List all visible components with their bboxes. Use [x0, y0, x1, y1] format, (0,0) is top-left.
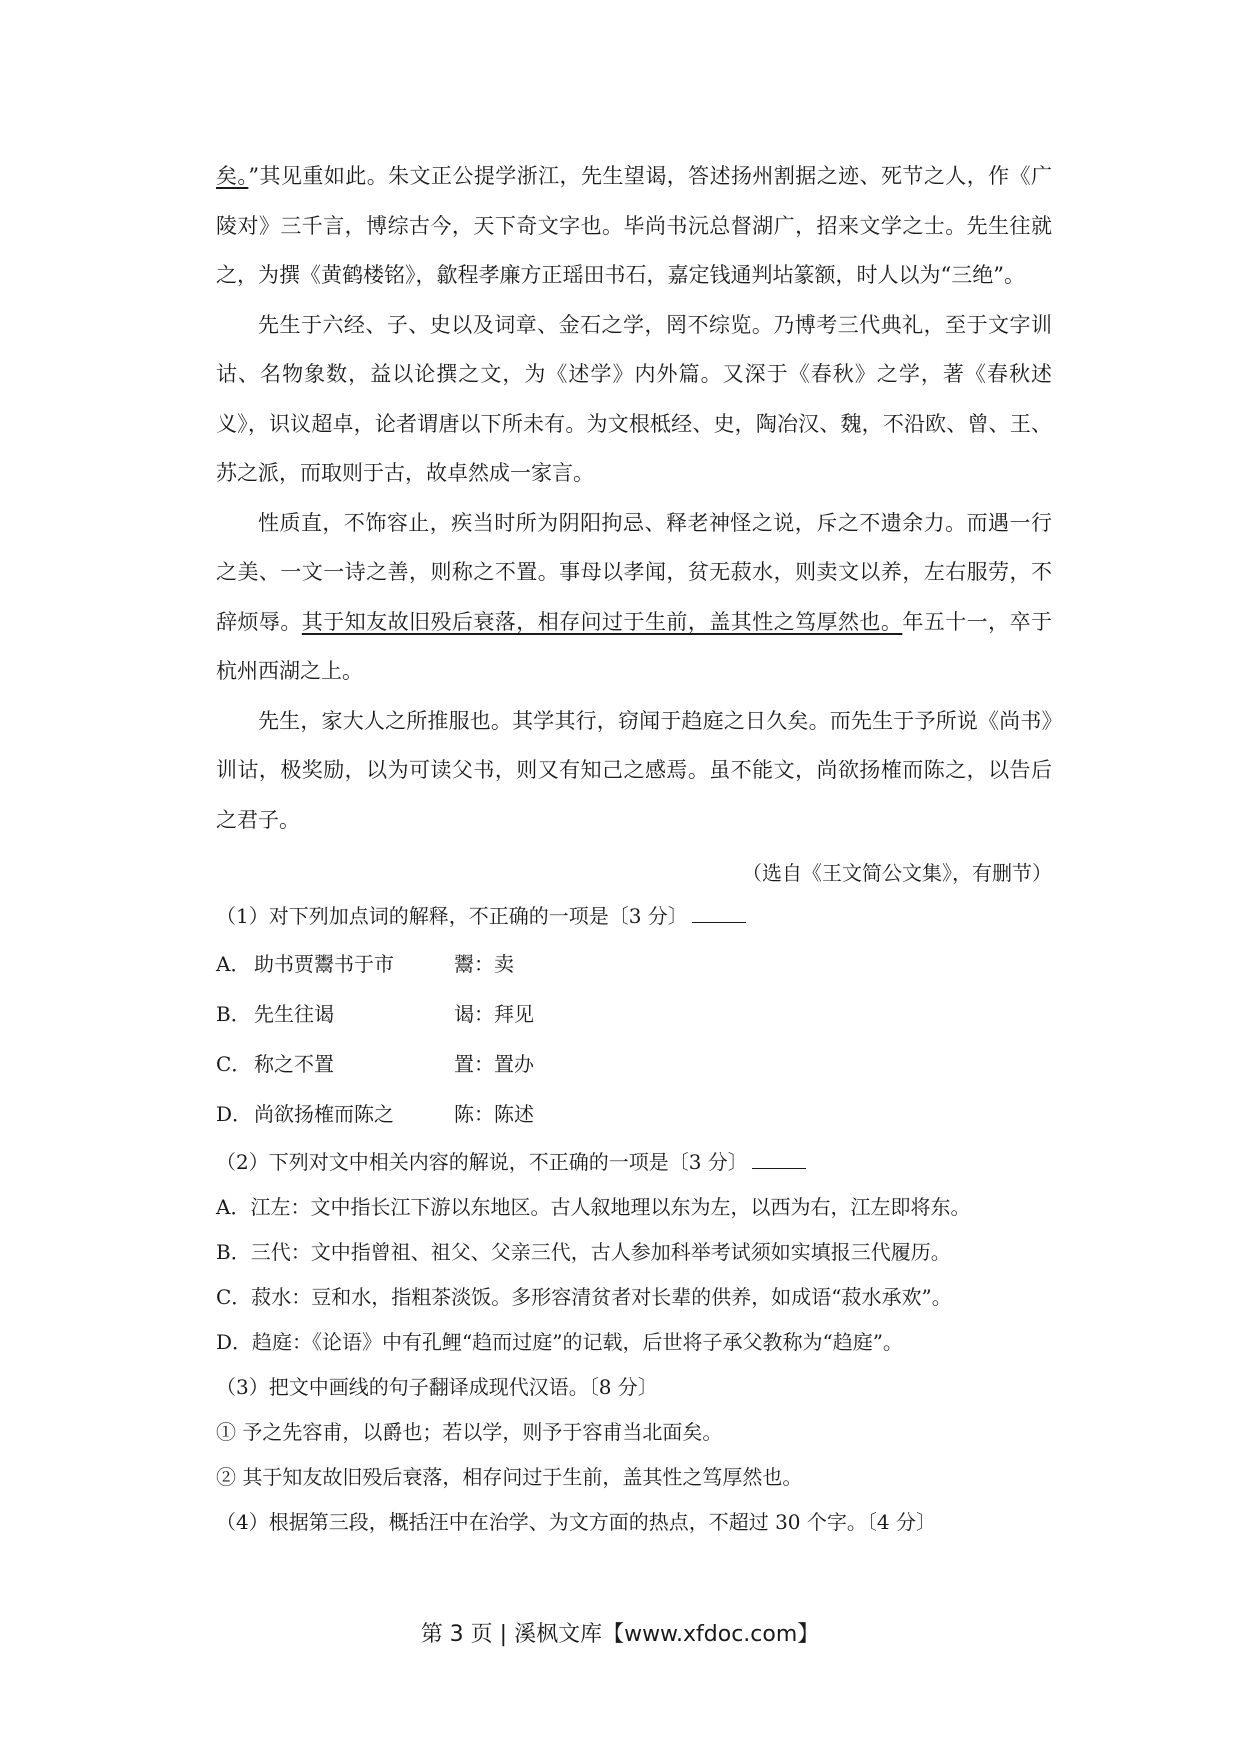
passage-paragraph-4: 先生，家大人之所推服也。其学其行，窃闻于趋庭之日久矣。而先生于予所说《尚书》训诂，极奖励，以为可读父书，则又有知己之感焉。虽不能文，尚欲扬榷而陈之，以告后之君子。 — [216, 708, 1052, 832]
page-content — [216, 152, 1052, 1545]
question-4-stem: （4）根据第三段，概括汪中在治学、为文方面的热点，不超过 30 个字。〔4 分〕 — [216, 1510, 936, 1534]
question-2-option-a: A．江左：文中指长江下游以东地区。古人叙地理以东为左，以西为右，江左即将东。 — [216, 1195, 971, 1219]
question-2-option-c: C．菽水：豆和水，指粗茶淡饭。多形容清贫者对长辈的供养，如成语“菽水承欢”。 — [216, 1285, 952, 1309]
passage-paragraph-2: 先生于六经、子、史以及词章、金石之学，罔不综览。乃博考三代典礼，至于文字训诂、名物象数，益以论撰之文，为《述学》内外篇。又深于《春秋》之学，著《春秋述义》，识议超卓，论者谓唐以下所未有。为文根柢经、史，陶冶汉、魏，不沿欧、曾、王、苏之派，而取则于古，故卓然成一家言。 — [216, 312, 1052, 485]
option-text: 称之不置 — [254, 1052, 334, 1076]
question-3-item-2: ② 其于知友故旧殁后衰落，相存问过于生前，盖其性之笃厚然也。 — [216, 1465, 803, 1489]
question-1-option-a — [216, 939, 1052, 989]
option-letter: A． — [216, 952, 251, 976]
passage-source: （选自《王文简公文集》，有删节） — [742, 861, 1052, 885]
option-letter: C． — [216, 1052, 252, 1076]
question-1-stem — [216, 893, 1052, 939]
option-explanation: 鬻：卖 — [454, 952, 514, 976]
question-1-option-c — [216, 1039, 1052, 1089]
answer-blank — [692, 904, 746, 923]
option-letter: B． — [216, 1002, 251, 1026]
paragraph-1-text: ”其见重如此。朱文正公提学浙江，先生望谒，答述扬州割据之迹、死节之人，作《广陵对》三千言，博综古今，天下奇文字也。毕尚书沅总督湖广，招来文学之士。先生往就之，为撰《黄鹤楼铭》，歙程孝廉方正瑶田书石，嘉定钱通判坫篆额，时人以为“三绝”。 — [216, 164, 1053, 287]
question-2-option-b: B．三代：文中指曾祖、祖父、父亲三代，古人参加科举考试须如实填报三代履历。 — [216, 1240, 951, 1264]
question-3-item-1: ① 予之先容甫，以爵也；若以学，则予于容甫当北面矣。 — [216, 1420, 723, 1444]
passage-paragraph-3 — [216, 499, 1052, 697]
paragraph-3-text-before: 性质直，不饰容止，疾当时所为阴阳拘忌、释老神怪之说，斥之不遗余力。而遇一行之美、一文一诗之善，则称之不置。事母以孝闻，贫无菽水，则卖文以养，左右服劳，不辞烦辱。 — [216, 510, 1052, 634]
passage-paragraph-1 — [216, 152, 1052, 301]
option-text: 先生往谒 — [254, 1002, 334, 1026]
paragraph-3-text-after: 年五十一，卒于杭州西湖之上。 — [216, 609, 1053, 683]
question-2-text: （2）下列对文中相关内容的解说，不正确的一项是〔3 分〕 — [216, 1150, 748, 1174]
option-letter: D． — [216, 1102, 253, 1126]
option-explanation: 谒：拜见 — [454, 1002, 534, 1026]
underlined-sentence: 其于知友故旧殁后衰落，相存问过于生前，盖其性之笃厚然也。 — [301, 609, 903, 634]
option-text: 尚欲扬榷而陈之 — [254, 1102, 394, 1126]
question-1-option-d — [216, 1089, 1052, 1139]
question-2-stem — [216, 1139, 1052, 1185]
question-2-option-d: D．趋庭：《论语》中有孔鲤“趋而过庭”的记载，后世将子承父教称为“趋庭”。 — [216, 1330, 903, 1354]
question-1-text: （1）对下列加点词的解释，不正确的一项是〔3 分〕 — [216, 904, 688, 928]
underlined-sentence-end: 矣。 — [216, 164, 249, 188]
option-text: 助书贾鬻书于市 — [254, 952, 394, 976]
option-explanation: 陈：陈述 — [454, 1102, 534, 1126]
answer-blank — [752, 1150, 806, 1169]
page-footer: 第 3 页 | 溪枫文库【www.xfdoc.com】 — [420, 1622, 820, 1647]
option-explanation: 置：置办 — [454, 1052, 534, 1076]
question-3-stem: （3）把文中画线的句子翻译成现代汉语。〔8 分〕 — [216, 1375, 658, 1399]
question-1-option-b — [216, 989, 1052, 1039]
